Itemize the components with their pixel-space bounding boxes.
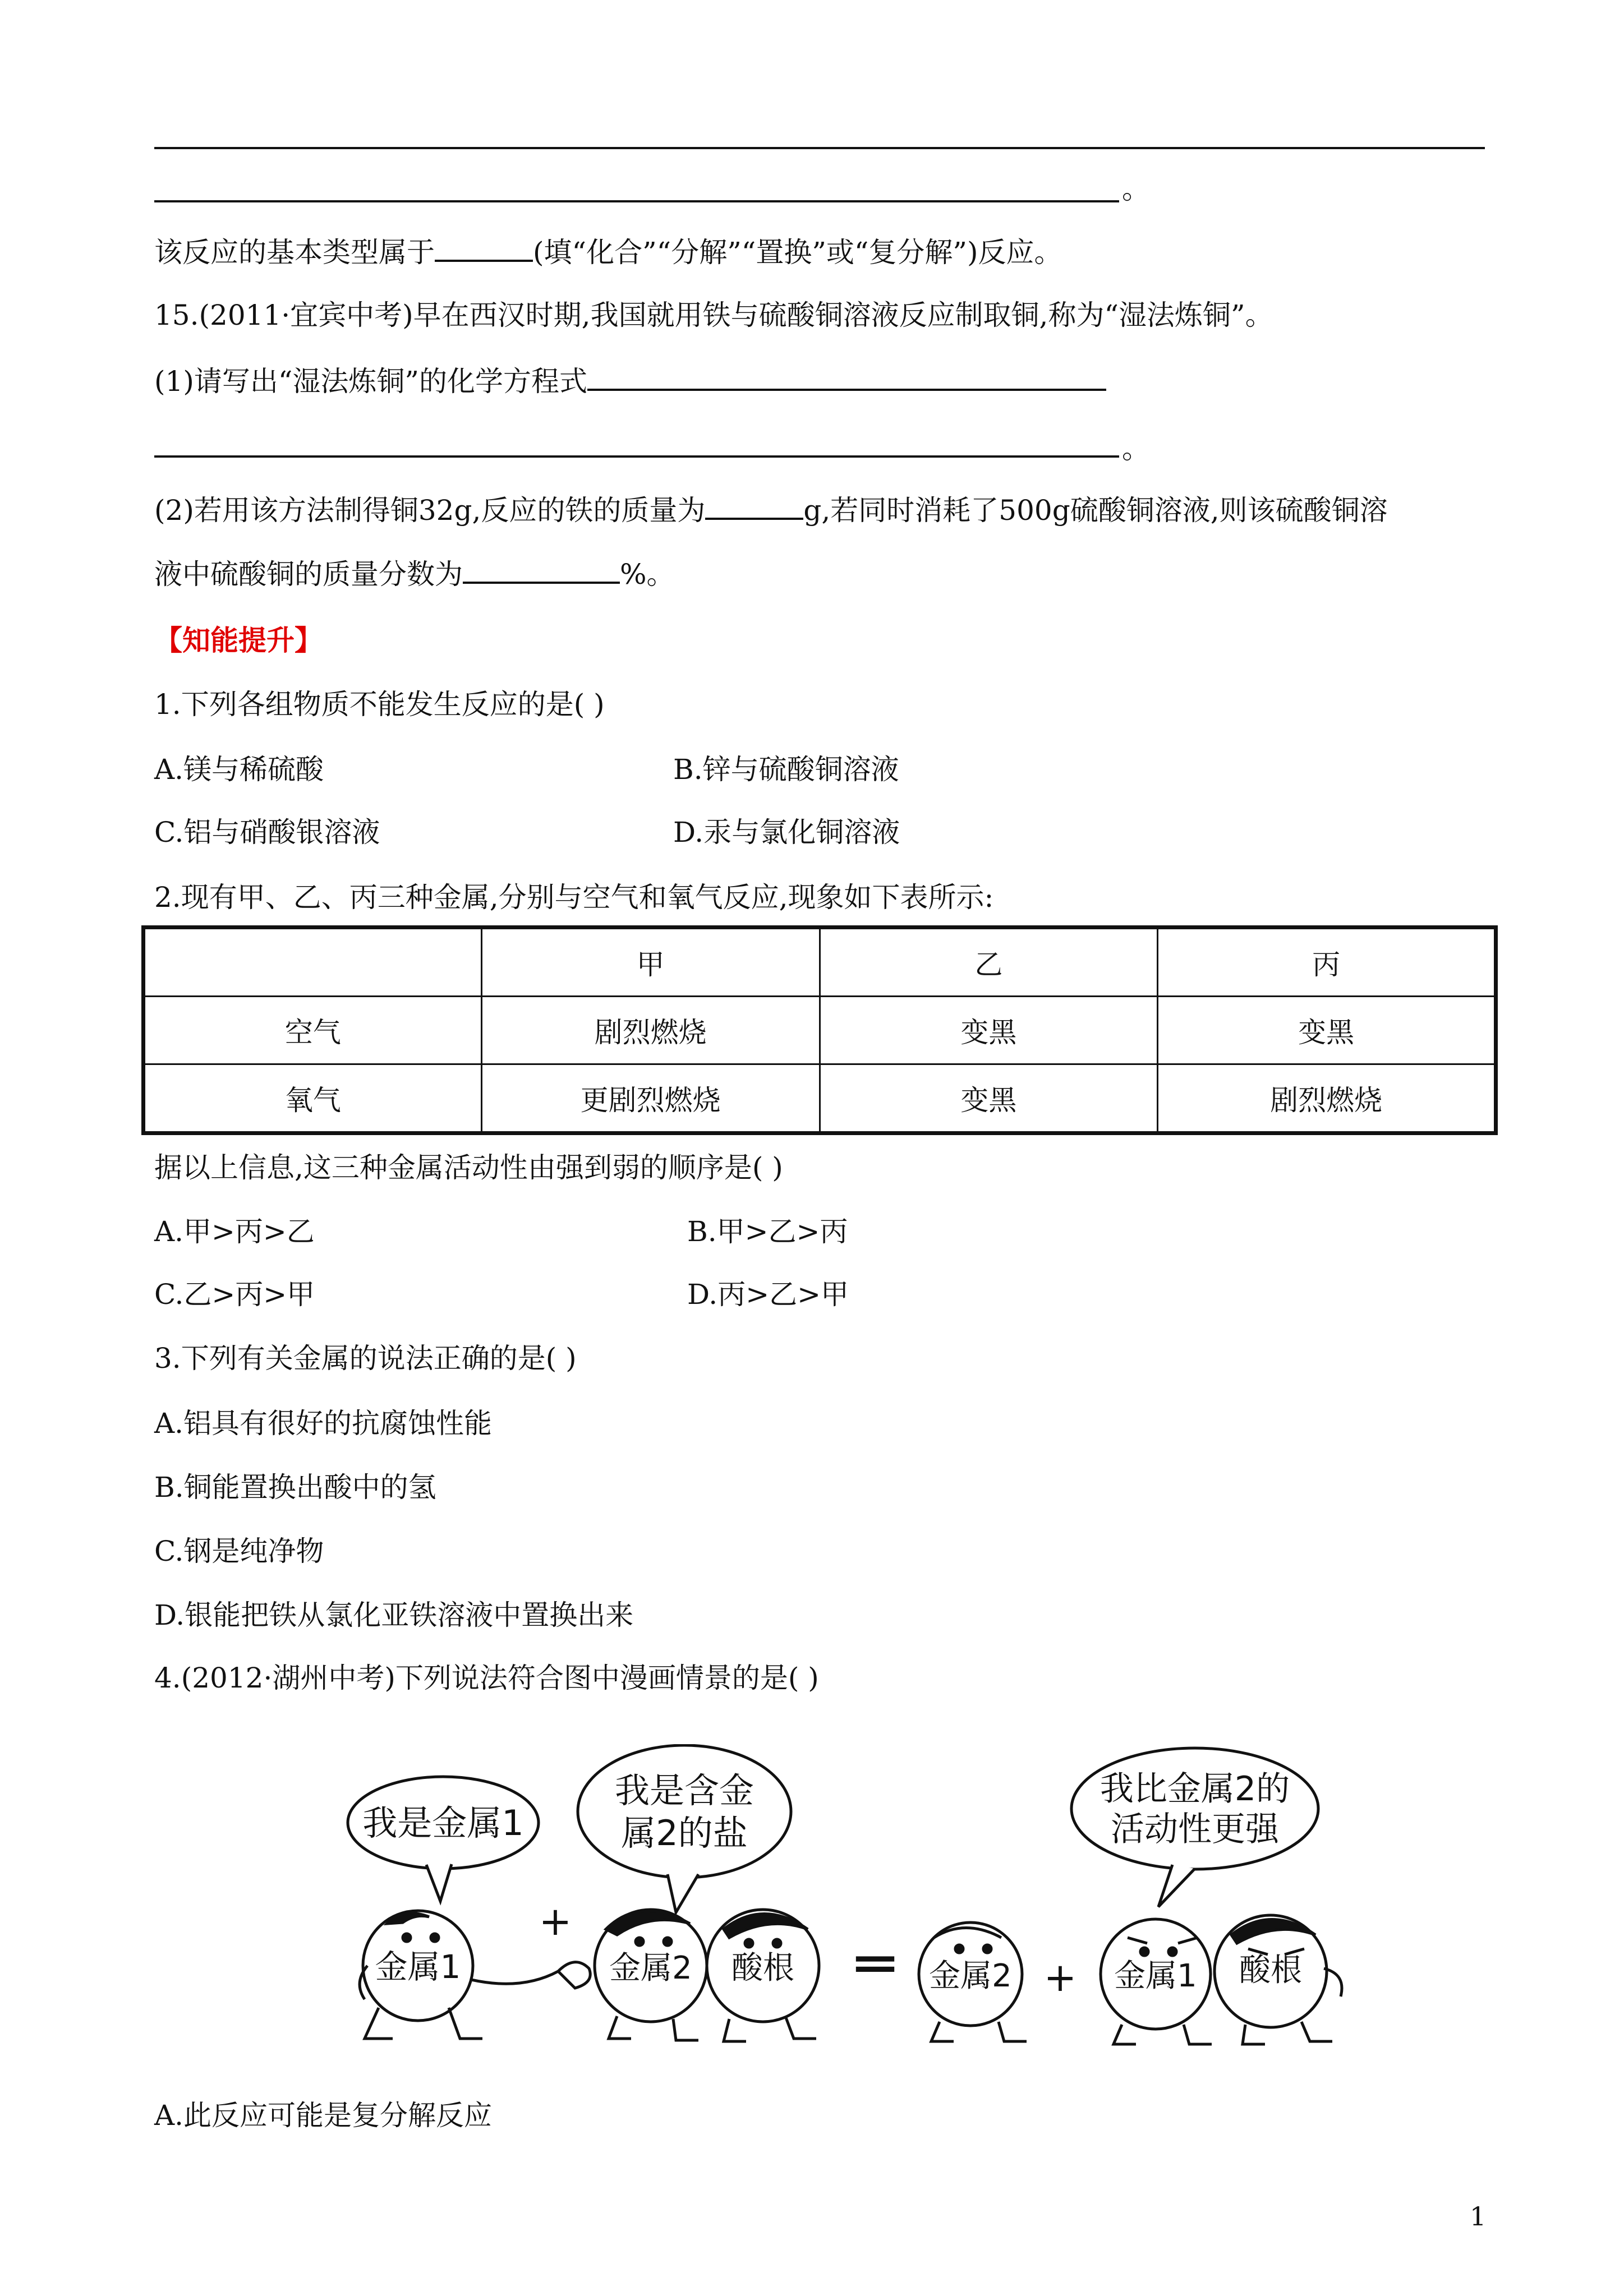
ball-label-metal2: 金属2 — [929, 1958, 1012, 1994]
equals-sign: ═ — [856, 1928, 894, 2000]
q2-stem: 2.现有甲、乙、丙三种金属,分别与空气和氧气反应,现象如下表所示: — [154, 881, 994, 914]
fill-blank[interactable] — [435, 235, 533, 262]
fill-blank[interactable] — [587, 364, 1106, 391]
speech-bubble — [578, 1745, 791, 1878]
q3-option-d[interactable]: D.银能把铁从氯化亚铁溶液中置换出来 — [154, 1599, 634, 1631]
q3-option-c[interactable]: C.钢是纯净物 — [154, 1535, 324, 1567]
table-cell: 丙 — [1158, 928, 1496, 997]
fill-blank[interactable] — [463, 557, 620, 584]
period: 。 — [1122, 432, 1150, 465]
period: 。 — [1122, 173, 1150, 205]
plus-sign: + — [539, 1898, 572, 1944]
phenomena-table — [141, 925, 1498, 1135]
table-cell: 甲 — [481, 928, 820, 997]
q15-stem: 15.(2011·宜宾中考)早在西汉时期,我国就用铁与硫酸铜溶液反应制取铜,称为“湿法炼铜”。 — [154, 299, 1273, 331]
q1-option-b[interactable]: B.锌与硫酸铜溶液 — [673, 753, 899, 786]
bubble-text-2b: 属2的盐 — [621, 1813, 748, 1854]
q4-option-a[interactable]: A.此反应可能是复分解反应 — [154, 2099, 493, 2132]
ball-label-acid: 酸根 — [732, 1950, 794, 1986]
q1-option-c[interactable]: C.铝与硝酸银溶液 — [154, 816, 380, 849]
q15-part2-cont: 液中硫酸铜的质量分数为 %。 — [154, 558, 675, 591]
table-cell: 空气 — [144, 997, 482, 1064]
q3-stem: 3.下列有关金属的说法正确的是( ) — [154, 1342, 577, 1375]
reaction-type-question: 该反应的基本类型属于 (填“化合”“分解”“置换”或“复分解”)反应。 — [154, 236, 1062, 269]
table-row — [144, 1064, 1496, 1133]
bubble-text-2a: 我是含金 — [614, 1770, 755, 1811]
table-cell: 变黑 — [1158, 997, 1496, 1064]
q15-part1: (1)请写出“湿法炼铜”的化学方程式 — [154, 363, 1106, 399]
comic-illustration — [337, 1744, 1374, 2058]
table-cell: 剧烈燃烧 — [481, 997, 820, 1064]
ball-label-metal1: 金属1 — [375, 1948, 461, 1986]
table-header-row — [144, 928, 1496, 997]
q2-option-a[interactable]: A.甲>丙>乙 — [154, 1215, 315, 1248]
ball-label-metal2: 金属2 — [609, 1950, 692, 1986]
page-number: 1 — [1470, 2201, 1487, 2232]
answer-line — [154, 200, 1119, 202]
section-title: 【知能提升】 — [154, 624, 323, 657]
bubble-text-3b: 活动性更强 — [1111, 1810, 1279, 1849]
q3-option-b[interactable]: B.铜能置换出酸中的氢 — [154, 1471, 436, 1504]
table-cell: 乙 — [820, 928, 1158, 997]
q15-part2: (2)若用该方法制得铜32g,反应的铁的质量为 g,若同时消耗了500g硫酸铜溶液,则该硫酸铜溶 — [154, 494, 1388, 527]
table-cell: 更剧烈燃烧 — [481, 1064, 820, 1133]
speech-bubble — [1071, 1748, 1318, 1869]
table-row — [144, 997, 1496, 1064]
table-cell: 变黑 — [820, 997, 1158, 1064]
table-cell: 变黑 — [820, 1064, 1158, 1133]
table-cell — [144, 928, 482, 997]
q1-option-a[interactable]: A.镁与稀硫酸 — [154, 753, 324, 786]
table-cell: 氧气 — [144, 1064, 482, 1133]
q2-question: 据以上信息,这三种金属活动性由强到弱的顺序是( ) — [154, 1151, 783, 1184]
q2-option-d[interactable]: D.丙>乙>甲 — [687, 1278, 849, 1311]
answer-line — [154, 455, 1119, 458]
ball-label-acid: 酸根 — [1239, 1952, 1302, 1989]
q4-stem: 4.(2012·湖州中考)下列说法符合图中漫画情景的是( ) — [154, 1662, 819, 1694]
q1-option-d[interactable]: D.汞与氯化铜溶液 — [673, 816, 900, 849]
q1-stem: 1.下列各组物质不能发生反应的是( ) — [154, 688, 605, 721]
bubble-text-1: 我是金属1 — [362, 1802, 524, 1843]
answer-line — [154, 147, 1485, 149]
q3-option-a[interactable]: A.铝具有很好的抗腐蚀性能 — [154, 1407, 493, 1440]
bubble-text-3a: 我比金属2的 — [1099, 1769, 1290, 1809]
table-cell: 剧烈燃烧 — [1158, 1064, 1496, 1133]
fill-blank[interactable] — [705, 493, 803, 520]
plus-sign: + — [1043, 1954, 1077, 2000]
ball-label-metal1: 金属1 — [1114, 1958, 1197, 1994]
q2-option-b[interactable]: B.甲>乙>丙 — [687, 1215, 848, 1248]
q2-option-c[interactable]: C.乙>丙>甲 — [154, 1278, 315, 1311]
